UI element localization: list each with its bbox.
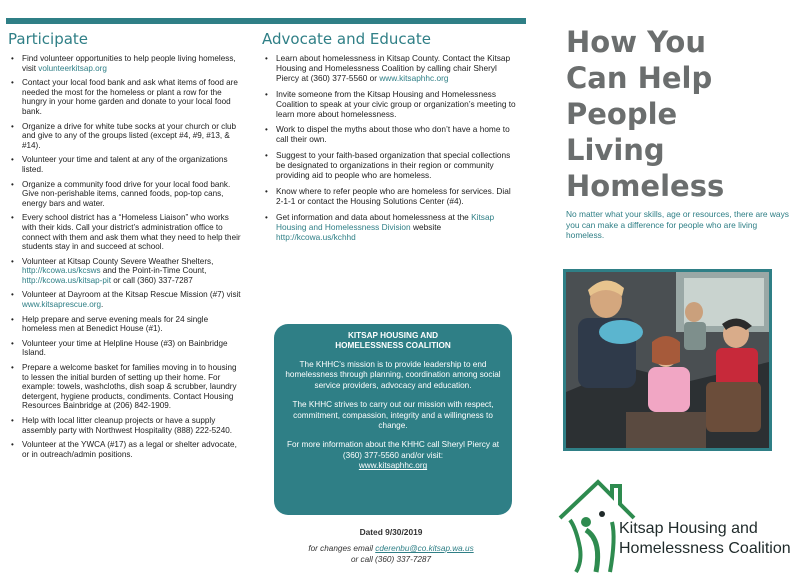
advocate-item-link-2[interactable]: http://kcowa.us/kchhd: [276, 231, 356, 242]
advocate-item-tail: website: [410, 221, 442, 232]
participate-item: [8, 213, 244, 251]
participate-item-link[interactable]: volunteerkitsap.org: [38, 63, 107, 73]
advocate-item-text: Suggest to your faith-based organization that special collections be designated to organizations in their region or community providing aid to people who are homeless.: [276, 150, 511, 181]
participate-item-text: Contact your local food bank and ask what items of food are needed the most for the homeless or plant a row for the hungry in your home garden and donate to your local food bank.: [22, 78, 238, 116]
participate-item: [8, 54, 244, 73]
advocate-item: [262, 90, 520, 120]
participate-item: [8, 315, 244, 334]
participate-item-text: Organize a drive for white tube socks at your church or club and give to any of the groups listed (except #4, #9, #13, & #14).: [22, 121, 237, 150]
participate-item-text: Volunteer your time and talent at any of the organizations listed.: [22, 155, 228, 174]
participate-item: [8, 339, 244, 358]
advocate-item-link[interactable]: www.kitsaphhc.org: [379, 72, 449, 83]
participate-item-text: Help with local litter cleanup projects or have a supply assembly party with Northwest Hospitality (888) 222-5240.: [22, 416, 232, 435]
title-line-4: Living: [566, 133, 665, 167]
advocate-item-text: Know where to refer people who are homeless for services. Dial 2-1-1 or contact the Housing Solutions Center (#4).: [276, 185, 511, 206]
logo-text-line1: Kitsap Housing and: [619, 520, 758, 537]
participate-section: [8, 30, 244, 464]
khhc-website-link[interactable]: www.kitsaphhc.org: [358, 461, 428, 471]
participate-list: [8, 54, 244, 459]
dated-label: Dated 9/30/2019: [359, 527, 423, 537]
brochure-subtitle: No matter what your skills, age or resources, there are ways you can make a difference for people who are living homeless.: [566, 209, 789, 241]
participate-item-tail-2: or call (360) 337-7287: [110, 275, 193, 285]
advocate-item-text: Learn about homelessness in Kitsap County. Contact the Kitsap Housing and Homelessness Coalition by calling chair Sheryl Piercy at (360) 377-5560 or: [276, 53, 511, 83]
advocate-item-text: Work to dispel the myths about those who don’t have a home to call their own.: [276, 124, 510, 145]
participate-item: [8, 122, 244, 151]
participate-item-text: Find volunteer opportunities to help people living homeless, visit: [22, 54, 236, 73]
advocate-item: [262, 54, 520, 84]
advocate-item: [262, 213, 520, 243]
title-line-5: Homeless: [566, 169, 725, 203]
title-line-1: How You: [566, 25, 706, 59]
participate-item-link[interactable]: www.kitsaprescue.org: [22, 300, 102, 310]
khhc-more-info: [284, 440, 502, 471]
khhc-logo: [556, 478, 791, 574]
advocate-item-link[interactable]: Kitsap Housing and Homelessness Division: [276, 211, 495, 232]
family-in-car-photo: [563, 269, 772, 451]
title-line-2: Can Help: [566, 61, 713, 95]
khhc-box-title: [284, 331, 502, 351]
family-photo-illustration: [566, 272, 769, 448]
khhc-info-box: [274, 324, 512, 515]
participate-item-link-2[interactable]: http://kcowa.us/kitsap-pit: [22, 275, 111, 285]
participate-item-tail: and the Point-in-Time Count,: [100, 266, 207, 276]
participate-item-text: Volunteer at Dayroom at the Kitsap Rescue Mission (#7) visit: [22, 290, 241, 300]
advocate-item-text: Get information and data about homelessness at the: [276, 211, 472, 222]
participate-item: [8, 155, 244, 174]
khhc-values: The KHHC strives to carry out our mission with respect, commitment, compassion, integrity and a willingness to change.: [292, 400, 494, 431]
participate-item: [8, 78, 244, 116]
participate-item: [8, 416, 244, 435]
participate-heading: Participate: [8, 30, 89, 48]
participate-item-text: Every school district has a “Homeless Liaison” who works with their kids. Call your district’s administration office to connect with them and ask them what they need to help their students stay in and succeed at school.: [22, 213, 241, 252]
advocate-item: [262, 125, 520, 145]
participate-item-text: Volunteer at Kitsap County Severe Weather Shelters,: [22, 256, 214, 266]
advocate-item-text: Invite someone from the Kitsap Housing and Homelessness Coalition to speak at your civic group or organization’s meeting to learn more about homelessness.: [276, 88, 516, 119]
participate-item: [8, 257, 244, 286]
participate-item: [8, 363, 244, 411]
advocate-item: [262, 187, 520, 207]
participate-item-text: Volunteer your time at Helpline House (#3) on Bainbridge Island.: [22, 338, 228, 358]
participate-item: [8, 440, 244, 459]
khhc-mission: The KHHC’s mission is to provide leadership to end homelessness through planning, coordination among social service providers, advocacy and education.: [285, 360, 501, 390]
logo-text-line2: Homelessness Coalition: [619, 540, 791, 557]
advocate-section: [262, 30, 520, 249]
advocate-heading: Advocate and Educate: [262, 30, 431, 48]
changes-call: or call (360) 337-7287: [350, 555, 432, 564]
participate-item-text: Prepare a welcome basket for families moving in to housing to lessen the initial burden of setting up their home. For example: towels, washcloths, dish soap & scrubber, laundry detergent, hygiene products, condiments. Contact Housing Resources Bainbridge at (206) 842-1909.: [22, 363, 237, 411]
advocate-list: [262, 54, 520, 243]
participate-item-text: Organize a community food drive for your local food bank. Give non-perishable items, canned foods, pop-top cans, energy bars and water.: [22, 179, 231, 208]
participate-item: [8, 180, 244, 209]
top-accent-bar: [6, 18, 526, 24]
participate-item-tail: .: [101, 300, 104, 310]
khhc-title-line1: KITSAP HOUSING AND: [347, 331, 439, 340]
khhc-more-info-text: For more information about the KHHC call Sheryl Piercy at (360) 377-5560 and/or visit:: [286, 440, 500, 460]
changes-note: [262, 543, 520, 565]
participate-item-text: Help prepare and serve evening meals for 24 single homeless men at Benedict House (#1).: [22, 314, 209, 334]
participate-item-link[interactable]: http://kcowa.us/kcsws: [22, 266, 101, 276]
brochure-title: [566, 24, 792, 204]
advocate-item: [262, 151, 520, 181]
title-line-3: People: [566, 97, 678, 131]
title-panel: [562, 24, 792, 241]
khhc-title-line2: HOMELESSNESS COALITION: [335, 341, 451, 350]
contact-email-link[interactable]: cderenbu@co.kitsap.wa.us: [375, 544, 474, 553]
participate-item: [8, 290, 244, 309]
participate-item-text: Volunteer at the YWCA (#17) as a legal or shelter advocate, or in outreach/admin positions.: [22, 440, 237, 459]
changes-prefix: for changes email: [308, 544, 376, 553]
